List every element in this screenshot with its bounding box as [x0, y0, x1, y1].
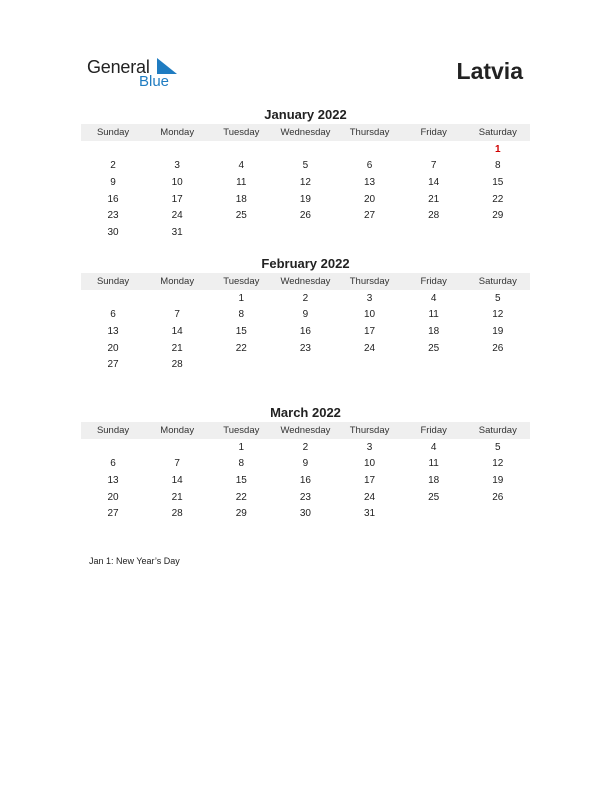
day-cell: 19 — [492, 474, 504, 486]
weekday-label: Sunday — [96, 127, 130, 138]
day-cell: 16 — [299, 474, 311, 486]
day-cell: 20 — [107, 491, 119, 503]
day-cell: 7 — [174, 309, 180, 321]
day-cell: 13 — [107, 474, 119, 486]
week-row — [81, 307, 530, 324]
generalblue-logo — [87, 55, 197, 95]
day-cell: 7 — [174, 458, 180, 470]
day-cell: 28 — [171, 508, 183, 520]
day-cell: 27 — [107, 508, 119, 520]
month-title: February 2022 — [261, 256, 350, 271]
day-cell: 9 — [302, 458, 309, 470]
day-cell: 11 — [428, 458, 439, 470]
weekday-label: Friday — [420, 276, 447, 287]
day-cell: 22 — [492, 193, 504, 205]
weekday-label: Thursday — [349, 276, 390, 287]
weekday-label: Saturday — [478, 127, 517, 138]
weekday-label: Thursday — [349, 127, 390, 138]
day-cell: 10 — [364, 309, 376, 321]
day-cell: 26 — [492, 491, 504, 503]
day-cell: 8 — [238, 309, 245, 321]
weekday-label: Wednesday — [280, 276, 331, 287]
day-cell: 14 — [171, 474, 183, 486]
day-cell: 4 — [238, 160, 245, 172]
day-cell: 23 — [299, 342, 311, 354]
logo-general-text: General — [87, 57, 150, 77]
week-row — [81, 290, 530, 307]
week-row — [81, 505, 530, 522]
day-cell: 25 — [428, 491, 440, 503]
day-cell: 8 — [495, 160, 501, 172]
day-cell: 25 — [235, 210, 247, 222]
day-cell: 11 — [428, 309, 439, 321]
day-cell: 26 — [299, 210, 311, 222]
weekday-label: Tuesday — [223, 276, 260, 287]
month-march — [81, 404, 530, 522]
day-cell: 18 — [235, 193, 247, 205]
weekday-label: Saturday — [478, 276, 517, 287]
weekday-header-row — [81, 273, 530, 290]
weekday-label: Tuesday — [223, 127, 260, 138]
day-cell: 3 — [366, 292, 373, 304]
week-row — [81, 489, 530, 506]
weekday-label: Friday — [420, 425, 447, 436]
day-cell: 29 — [492, 210, 504, 222]
day-cell: 12 — [299, 176, 311, 188]
day-cell: 25 — [428, 342, 440, 354]
country-title: Latvia — [456, 58, 523, 84]
month-title: January 2022 — [264, 107, 347, 122]
day-cell: 23 — [299, 491, 311, 503]
day-cell: 12 — [492, 458, 504, 470]
week-row — [81, 174, 530, 191]
day-cell: 19 — [299, 193, 311, 205]
day-cell: 20 — [364, 193, 376, 205]
day-cell: 1 — [238, 292, 245, 304]
day-cell: 5 — [495, 292, 501, 304]
day-cell: 4 — [430, 292, 437, 304]
weekday-label: Thursday — [349, 425, 390, 436]
week-row — [81, 439, 530, 456]
day-cell: 24 — [364, 342, 376, 354]
weekday-header-row — [81, 124, 530, 141]
day-cell: 15 — [235, 325, 247, 337]
weekday-label: Monday — [160, 425, 195, 436]
day-cell: 12 — [492, 309, 504, 321]
day-cell: 21 — [171, 491, 183, 503]
day-cell: 14 — [428, 176, 440, 188]
month-february — [81, 255, 530, 373]
day-cell: 17 — [364, 474, 376, 486]
day-cell: 3 — [366, 441, 373, 453]
weekday-label: Sunday — [96, 425, 130, 436]
week-row — [81, 224, 530, 241]
day-cell: 9 — [302, 309, 309, 321]
week-row — [81, 141, 530, 158]
day-cell: 5 — [495, 441, 501, 453]
day-cell: 7 — [430, 160, 437, 172]
week-row — [81, 456, 530, 473]
week-row — [81, 158, 530, 175]
day-cell: 19 — [492, 325, 504, 337]
day-cell: 13 — [364, 176, 376, 188]
day-cell: 3 — [174, 160, 180, 172]
weekday-label: Monday — [160, 276, 195, 287]
day-cell: 8 — [238, 458, 245, 470]
day-cell: 17 — [171, 193, 183, 205]
month-title: March 2022 — [270, 405, 341, 420]
logo-triangle-icon — [155, 58, 177, 74]
weekday-header-row — [81, 422, 530, 439]
weekday-label: Monday — [160, 127, 195, 138]
day-cell: 6 — [110, 309, 116, 321]
weekday-label: Wednesday — [280, 127, 331, 138]
day-cell: 26 — [492, 342, 504, 354]
day-cell: 11 — [236, 176, 247, 188]
day-cell: 28 — [428, 210, 440, 222]
day-cell: 4 — [430, 441, 437, 453]
day-cell: 13 — [107, 325, 119, 337]
day-cell: 30 — [107, 226, 119, 238]
week-row — [81, 207, 530, 224]
weekday-label: Friday — [420, 127, 447, 138]
day-cell: 27 — [107, 359, 119, 371]
day-cell: 16 — [107, 193, 119, 205]
day-cell: 22 — [235, 342, 247, 354]
day-cell: 1 — [238, 441, 245, 453]
holiday-day-cell: 1 — [495, 143, 501, 155]
day-cell: 21 — [428, 193, 440, 205]
day-cell: 15 — [235, 474, 247, 486]
day-cell: 15 — [492, 176, 504, 188]
week-row — [81, 472, 530, 489]
day-cell: 2 — [302, 441, 309, 453]
weekday-label: Wednesday — [280, 425, 331, 436]
day-cell: 24 — [171, 210, 183, 222]
day-cell: 14 — [171, 325, 183, 337]
weekday-label: Sunday — [96, 276, 130, 287]
day-cell: 22 — [235, 491, 247, 503]
day-cell: 5 — [302, 160, 309, 172]
week-row — [81, 323, 530, 340]
day-cell: 2 — [110, 160, 116, 172]
day-cell: 28 — [171, 359, 183, 371]
day-cell: 10 — [171, 176, 183, 188]
month-january — [81, 106, 530, 241]
day-cell: 9 — [110, 176, 116, 188]
day-cell: 18 — [428, 474, 440, 486]
day-cell: 2 — [302, 292, 309, 304]
day-cell: 27 — [364, 210, 376, 222]
day-cell: 24 — [364, 491, 376, 503]
day-cell: 29 — [235, 508, 247, 520]
day-cell: 30 — [299, 508, 311, 520]
day-cell: 21 — [171, 342, 183, 354]
holiday-notes: Jan 1: New Year’s Day — [89, 556, 180, 566]
logo-blue-text: Blue — [139, 73, 170, 90]
day-cell: 10 — [364, 458, 376, 470]
week-row — [81, 191, 530, 208]
day-cell: 17 — [364, 325, 376, 337]
day-cell: 16 — [299, 325, 311, 337]
day-cell: 18 — [428, 325, 440, 337]
day-cell: 31 — [364, 508, 376, 520]
day-cell: 23 — [107, 210, 119, 222]
week-row — [81, 356, 530, 373]
day-cell: 20 — [107, 342, 119, 354]
day-cell: 31 — [171, 226, 183, 238]
day-cell: 6 — [110, 458, 116, 470]
weekday-label: Tuesday — [223, 425, 260, 436]
day-cell: 6 — [366, 160, 373, 172]
week-row — [81, 340, 530, 357]
weekday-label: Saturday — [478, 425, 517, 436]
